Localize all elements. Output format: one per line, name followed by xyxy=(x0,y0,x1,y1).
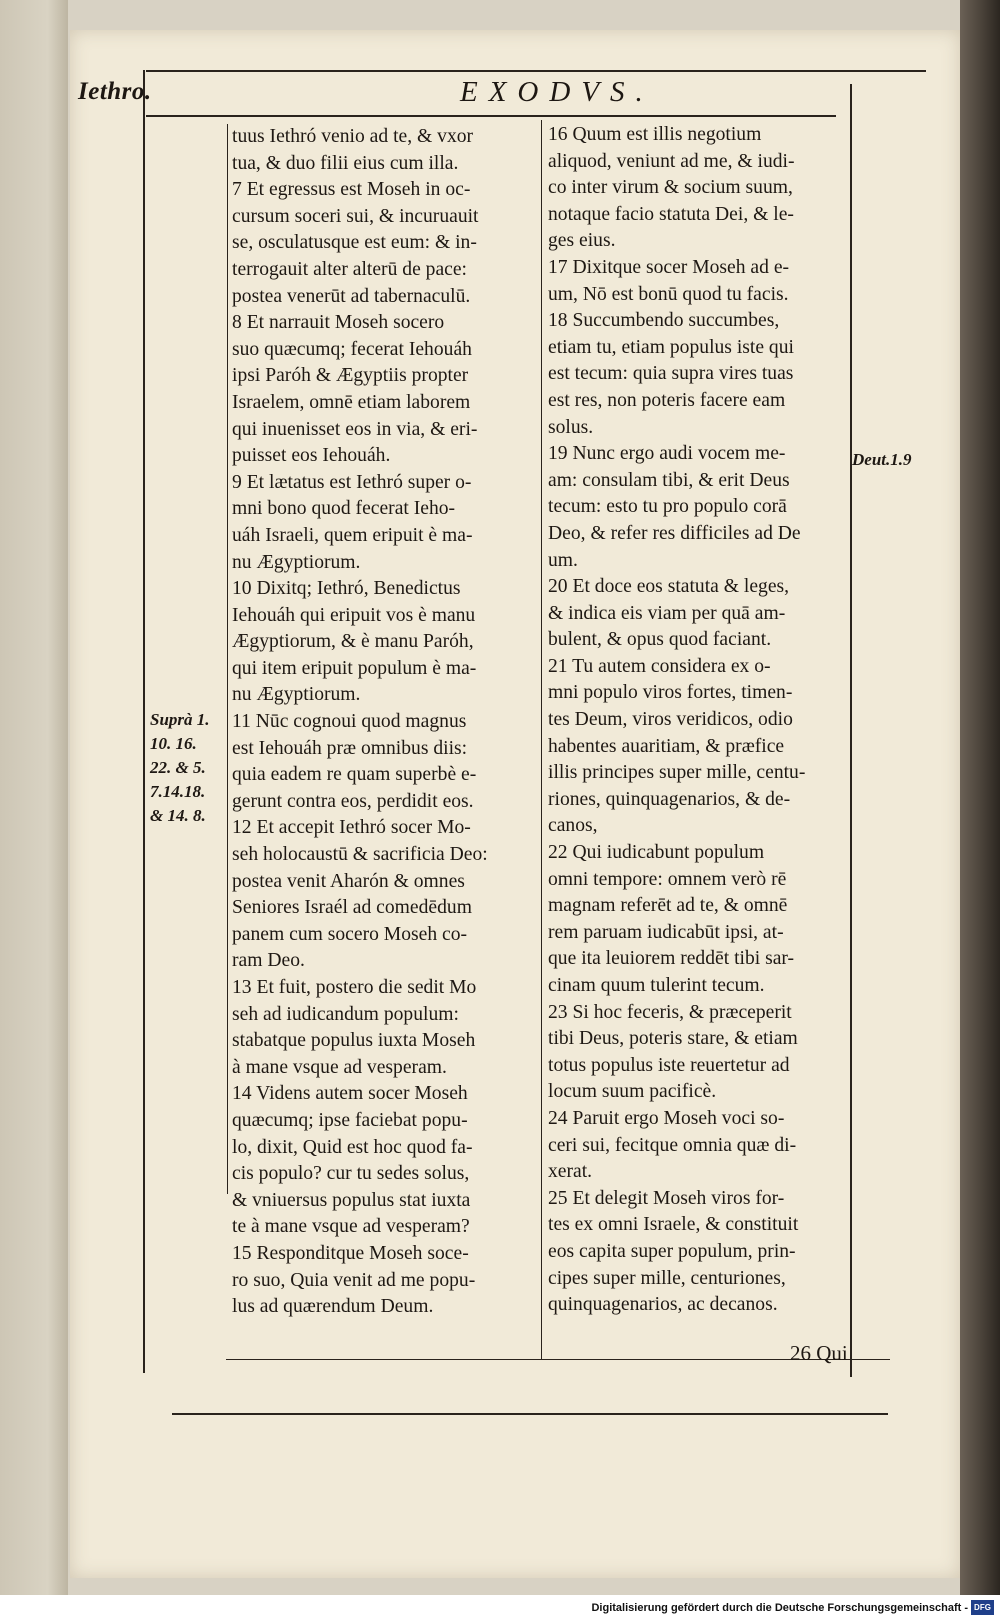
text-line: seh holocaustū & sacrificia Deo: xyxy=(232,844,488,866)
text-line: cis populo? cur tu sedes solus, xyxy=(232,1163,470,1185)
running-head-left: Iethro. xyxy=(78,78,152,105)
text-line: cinam quum tulerint tecum. xyxy=(548,975,765,996)
text-line: tuus Iethró venio ad te, & vxor xyxy=(232,126,474,147)
text-line: tes ex omni Israele, & constituit xyxy=(548,1214,799,1236)
text-line: 20 Et doce eos statuta & leges, xyxy=(548,576,790,598)
text-line: Deo, & refer res difficiles ad De xyxy=(548,522,801,544)
text-column-right xyxy=(548,122,848,1319)
text-line: Seniores Israél ad comedēdum xyxy=(232,897,472,919)
text-line: 11 Nūc cognoui quod magnus xyxy=(232,711,467,733)
text-line: stabatque populus iuxta Moseh xyxy=(232,1030,476,1052)
text-line: 18 Succumbendo succumbes, xyxy=(548,310,780,332)
text-line: 23 Si hoc feceris, & præceperit xyxy=(548,1001,792,1023)
text-line: qui inuenisset eos in via, & eri- xyxy=(232,418,478,440)
text-line: habentes auaritiam, & præfice xyxy=(548,735,785,757)
marginal-reference-line: 10. 16. xyxy=(150,734,197,753)
text-line: totus populus iste reuertetur ad xyxy=(548,1054,790,1076)
text-line: 15 Responditque Moseh soce- xyxy=(232,1242,469,1264)
text-line: 10 Dixitq; Iethró, Benedictus xyxy=(232,578,461,600)
text-line: 8 Et narrauit Moseh socero xyxy=(232,312,445,334)
text-line: mni bono quod fecerat Ieho- xyxy=(232,498,456,520)
bottom-rule xyxy=(172,1413,888,1415)
text-line: aliquod, veniunt ad me, & iudi- xyxy=(548,150,795,172)
text-line: Israelem, omnē etiam laborem xyxy=(232,391,471,413)
text-line: Iehouáh qui eripuit vos è manu xyxy=(232,604,476,626)
text-line: 25 Et delegit Moseh viros for- xyxy=(548,1187,785,1209)
text-line: canos, xyxy=(548,815,598,837)
left-frame-rule xyxy=(143,70,145,1373)
text-line: um, Nō est bonū quod tu facis. xyxy=(548,283,789,305)
text-line: tecum: esto tu pro populo corā xyxy=(548,496,787,518)
text-line: quæcumq; ipse faciebat popu- xyxy=(232,1109,468,1131)
text-line: 17 Dixitque socer Moseh ad e- xyxy=(548,256,790,278)
text-line: se, osculatusque est eum: & in- xyxy=(232,232,477,254)
text-line: etiam tu, etiam populus iste qui xyxy=(548,336,794,358)
marginal-reference-line: 7.14.18. xyxy=(150,782,206,801)
text-line: 21 Tu autem considera ex o- xyxy=(548,655,771,677)
text-line: 24 Paruit ergo Moseh voci so- xyxy=(548,1107,785,1129)
catchword: 26 Qui xyxy=(790,1341,848,1365)
text-line: qui item eripuit populum è ma- xyxy=(232,657,477,679)
text-line: & indica eis viam per quā am- xyxy=(548,602,786,624)
text-line: xerat. xyxy=(548,1161,593,1183)
book-fore-edge xyxy=(0,0,68,1595)
top-rule xyxy=(146,70,926,72)
text-line: rem paruam iudicabūt ipsi, at- xyxy=(548,921,784,943)
inner-left-rule xyxy=(227,124,228,1194)
text-line: 13 Et fuit, postero die sedit Mo xyxy=(232,977,477,998)
text-line: co inter virum & socium suum, xyxy=(548,177,793,199)
text-line: ges eius. xyxy=(548,230,616,252)
text-line: postea venerūt ad tabernaculū. xyxy=(232,285,471,307)
text-line: ram Deo. xyxy=(232,950,305,972)
text-line: Ægyptiorum, & è manu Paróh, xyxy=(232,631,474,653)
text-line: nu Ægyptiorum. xyxy=(232,551,361,573)
text-line: 7 Et egressus est Moseh in oc- xyxy=(232,179,471,201)
marginal-reference-right: Deut.1.9 xyxy=(852,450,912,469)
text-line: locum suum pacificè. xyxy=(548,1081,717,1103)
text-line: cipes super mille, centuriones, xyxy=(548,1267,786,1289)
text-line: quia eadem re quam superbè e- xyxy=(232,764,477,786)
text-line: mni populo viros fortes, timen- xyxy=(548,682,793,704)
text-line: bulent, & opus quod faciant. xyxy=(548,629,772,651)
text-line: 16 Quum est illis negotium xyxy=(548,124,762,145)
head-underline xyxy=(146,115,836,117)
text-line: cursum soceri sui, & incuruauit xyxy=(232,205,479,227)
text-line: notaque facio statuta Dei, & le- xyxy=(548,203,794,225)
text-line: tibi Deus, poteris stare, & etiam xyxy=(548,1028,798,1050)
funding-credit: Digitalisierung gefördert durch die Deutsche Forschungsgemeinschaft - xyxy=(591,1602,968,1614)
text-line: quinquagenarios, ac decanos. xyxy=(548,1294,778,1316)
right-frame-rule xyxy=(850,84,852,1377)
column-divider xyxy=(541,120,542,1360)
dfg-logo: DFG xyxy=(971,1600,994,1615)
text-line: & vniuersus populus stat iuxta xyxy=(232,1189,471,1211)
text-line: 22 Qui iudicabunt populum xyxy=(548,842,765,864)
text-column-left xyxy=(232,124,537,1321)
text-line: am: consulam tibi, & erit Deus xyxy=(548,469,790,491)
text-line: tes Deum, viros veridicos, odio xyxy=(548,709,793,731)
text-line: uáh Israeli, quem eripuit è ma- xyxy=(232,524,473,546)
text-line: postea venit Aharón & omnes xyxy=(232,870,465,892)
text-line: illis principes super mille, centu- xyxy=(548,762,806,784)
text-line: riones, quinquagenarios, & de- xyxy=(548,788,791,810)
text-line: seh ad iudicandum populum: xyxy=(232,1003,459,1025)
text-line: lo, dixit, Quid est hoc quod fa- xyxy=(232,1136,473,1158)
text-line: à mane vsque ad vesperam. xyxy=(232,1056,447,1078)
text-line: suo quæcumq; fecerat Iehouáh xyxy=(232,338,472,360)
text-line: magnam referēt ad te, & omnē xyxy=(548,895,788,917)
text-line: tua, & duo filii eius cum illa. xyxy=(232,152,459,174)
text-line: te à mane vsque ad vesperam? xyxy=(232,1216,470,1238)
marginal-reference-line: Suprà 1. xyxy=(150,710,210,729)
digitization-footer xyxy=(0,1595,1000,1622)
text-line: ro suo, Quia venit ad me popu- xyxy=(232,1269,476,1291)
text-line: terrogauit alter alterū de pace: xyxy=(232,258,467,280)
marginal-reference-left xyxy=(150,708,210,828)
text-line: 19 Nunc ergo audi vocem me- xyxy=(548,443,786,465)
text-line: solus. xyxy=(548,416,594,438)
text-line: eos capita super populum, prin- xyxy=(548,1240,796,1262)
text-line: lus ad quærendum Deum. xyxy=(232,1296,434,1318)
text-line: ipsi Paróh & Ægyptiis propter xyxy=(232,365,469,387)
text-line: 12 Et accepit Iethró socer Mo- xyxy=(232,817,471,839)
marginal-reference-line: & 14. 8. xyxy=(150,806,206,825)
text-line: 9 Et lætatus est Iethró super o- xyxy=(232,471,472,493)
running-head-title: EXODVS. xyxy=(460,76,654,108)
text-line: est Iehouáh præ omnibus diis: xyxy=(232,737,468,759)
text-line: um. xyxy=(548,549,578,571)
text-line: puisset eos Iehouáh. xyxy=(232,445,391,467)
text-line: ceri sui, fecitque omnia quæ di- xyxy=(548,1134,797,1156)
text-line: que ita leuiorem reddēt tibi sar- xyxy=(548,948,795,970)
text-line: est res, non poteris facere eam xyxy=(548,389,786,411)
book-spine-shadow xyxy=(960,0,1000,1595)
text-line: omni tempore: omnem verò rē xyxy=(548,868,787,890)
text-line: gerunt contra eos, perdidit eos. xyxy=(232,790,474,812)
marginal-reference-line: 22. & 5. xyxy=(150,758,206,777)
text-line: est tecum: quia supra vires tuas xyxy=(548,363,794,385)
text-line: nu Ægyptiorum. xyxy=(232,684,361,706)
text-line: panem cum socero Moseh co- xyxy=(232,923,468,945)
text-line: 14 Videns autem socer Moseh xyxy=(232,1083,468,1105)
